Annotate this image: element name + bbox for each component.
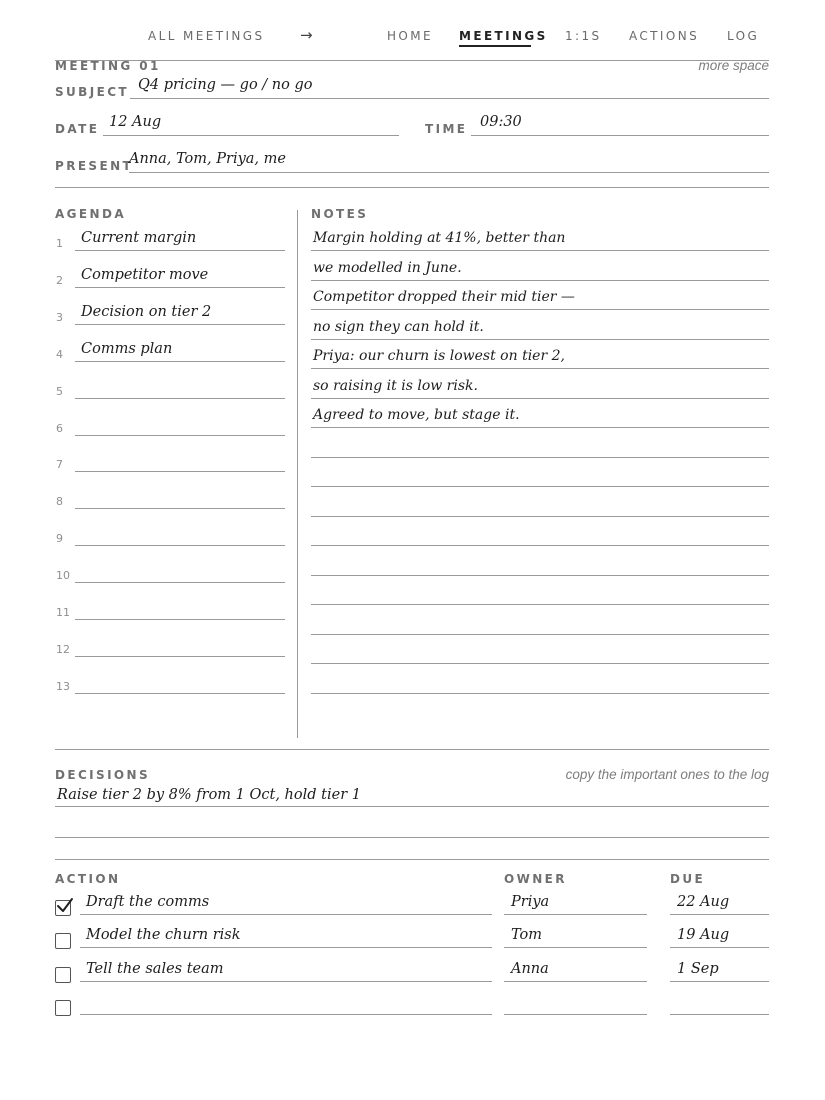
agenda-item-number: 5: [56, 384, 63, 398]
agenda-item-underline: [75, 398, 285, 399]
notes-divider: [55, 749, 769, 750]
decisions-divider: [55, 859, 769, 860]
all-meetings-link[interactable]: ALL MEETINGS: [148, 29, 265, 43]
agenda-item-number: 9: [56, 532, 63, 546]
present-label: PRESENT: [55, 159, 134, 173]
present-underline: [129, 172, 769, 173]
decision-line-1[interactable]: Raise tier 2 by 8% from 1 Oct, hold tier 1: [57, 787, 361, 803]
subject-field[interactable]: Q4 pricing — go / no go: [138, 77, 313, 93]
action-due[interactable]: 1 Sep: [677, 960, 719, 977]
action-underline: [80, 1014, 492, 1015]
subject-underline: [130, 98, 769, 99]
notes-line-underline: [311, 427, 769, 428]
due-underline: [670, 914, 769, 915]
time-underline: [471, 135, 769, 136]
notes-line-underline: [311, 339, 769, 340]
due-column-header: DUE: [670, 872, 706, 886]
action-text[interactable]: Model the churn risk: [86, 927, 241, 944]
agenda-item-underline: [75, 435, 285, 436]
active-tab-indicator: [459, 45, 531, 47]
arrow-right-icon[interactable]: →: [300, 26, 313, 44]
tab-meetings[interactable]: MEETINGS: [459, 29, 548, 43]
notes-line-underline: [311, 368, 769, 369]
due-underline: [670, 947, 769, 948]
agenda-item-number: 2: [56, 273, 63, 287]
owner-underline: [504, 981, 647, 982]
subject-label: SUBJECT: [55, 85, 129, 99]
notes-line-text[interactable]: no sign they can hold it.: [313, 318, 484, 335]
action-underline: [80, 947, 492, 948]
agenda-item-underline: [75, 361, 285, 362]
due-underline: [670, 981, 769, 982]
time-field[interactable]: 09:30: [480, 114, 522, 130]
owner-underline: [504, 914, 647, 915]
header-divider: [55, 187, 769, 188]
agenda-item-text[interactable]: Decision on tier 2: [81, 303, 212, 320]
checkbox-unchecked[interactable]: [55, 1000, 71, 1016]
notes-label: NOTES: [311, 207, 369, 221]
present-field[interactable]: Anna, Tom, Priya, me: [129, 151, 286, 167]
action-text[interactable]: Tell the sales team: [86, 960, 224, 977]
notes-line-underline: [311, 663, 769, 664]
date-field[interactable]: 12 Aug: [109, 114, 162, 130]
agenda-item-number: 3: [56, 310, 63, 324]
meeting-title: MEETING 01: [55, 59, 161, 73]
notes-line-text[interactable]: so raising it is low risk.: [313, 377, 478, 394]
agenda-item-number: 11: [56, 606, 70, 619]
tab-log[interactable]: LOG: [727, 29, 760, 43]
action-underline: [80, 914, 492, 915]
notes-line-text[interactable]: Competitor dropped their mid tier —: [313, 289, 575, 305]
agenda-item-number: 4: [56, 347, 63, 361]
agenda-item-number: 8: [56, 495, 63, 509]
agenda-item-number: 7: [56, 458, 63, 472]
notes-line-underline: [311, 280, 769, 281]
agenda-item-text[interactable]: Competitor move: [81, 266, 209, 283]
date-label: DATE: [55, 122, 100, 136]
action-due[interactable]: 22 Aug: [677, 894, 730, 910]
agenda-item-underline: [75, 324, 285, 325]
column-divider: [297, 210, 298, 738]
notes-line-underline: [311, 486, 769, 487]
agenda-label: AGENDA: [55, 207, 127, 221]
notes-line-text[interactable]: Margin holding at 41%, better than: [313, 230, 566, 246]
more-space-link[interactable]: more space: [698, 58, 769, 73]
notes-line-underline: [311, 634, 769, 635]
action-owner[interactable]: Priya: [511, 894, 550, 910]
action-text[interactable]: Draft the comms: [86, 894, 210, 910]
date-underline: [103, 135, 399, 136]
checkbox-checked[interactable]: [55, 900, 71, 916]
notes-line-underline: [311, 545, 769, 546]
notes-line-underline: [311, 398, 769, 399]
agenda-item-number: 10: [56, 569, 70, 583]
owner-underline: [504, 947, 647, 948]
decisions-hint: copy the important ones to the log: [565, 767, 769, 782]
checkmark-icon: [55, 896, 75, 916]
owner-underline: [504, 1014, 647, 1015]
notes-line-text[interactable]: Agreed to move, but stage it.: [313, 407, 520, 423]
agenda-item-underline: [75, 287, 285, 288]
agenda-item-underline: [75, 693, 285, 694]
agenda-item-underline: [75, 508, 285, 509]
notes-line-underline: [311, 516, 769, 517]
notes-line-underline: [311, 693, 769, 694]
due-underline: [670, 1014, 769, 1015]
notes-line-underline: [311, 457, 769, 458]
tab-home[interactable]: HOME: [387, 29, 434, 43]
action-due[interactable]: 19 Aug: [677, 927, 730, 944]
action-column-header: ACTION: [55, 872, 121, 886]
checkbox-unchecked[interactable]: [55, 933, 71, 949]
action-owner[interactable]: Anna: [511, 960, 549, 977]
agenda-item-underline: [75, 582, 285, 583]
agenda-item-number: 12: [56, 642, 70, 656]
decisions-label: DECISIONS: [55, 768, 151, 782]
notes-line-text[interactable]: Priya: our churn is lowest on tier 2,: [313, 348, 565, 364]
agenda-item-underline: [75, 545, 285, 546]
notes-line-underline: [311, 604, 769, 605]
action-owner[interactable]: Tom: [511, 927, 543, 944]
agenda-item-underline: [75, 471, 285, 472]
tab-actions[interactable]: ACTIONS: [629, 29, 700, 43]
notes-line-underline: [311, 575, 769, 576]
tab-1on1s[interactable]: 1:1S: [565, 29, 602, 43]
action-underline: [80, 981, 492, 982]
nav-divider: [55, 60, 769, 61]
notes-line-underline: [311, 309, 769, 310]
checkbox-unchecked[interactable]: [55, 967, 71, 983]
agenda-item-underline: [75, 656, 285, 657]
notes-line-text[interactable]: we modelled in June.: [313, 259, 462, 276]
agenda-item-number: 13: [56, 679, 70, 693]
agenda-item-underline: [75, 250, 285, 251]
time-label: TIME: [425, 122, 468, 136]
agenda-item-text[interactable]: Current margin: [81, 230, 197, 246]
agenda-item-number: 1: [56, 237, 63, 250]
notes-line-underline: [311, 250, 769, 251]
agenda-item-underline: [75, 619, 285, 620]
agenda-item-text[interactable]: Comms plan: [81, 340, 173, 357]
owner-column-header: OWNER: [504, 872, 567, 886]
decision-underline-2: [55, 837, 769, 838]
decision-underline-1: [55, 806, 769, 807]
agenda-item-number: 6: [56, 421, 63, 435]
